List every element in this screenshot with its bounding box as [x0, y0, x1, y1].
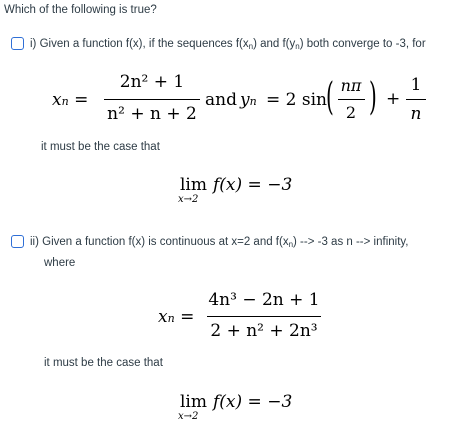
option-i-sin-numerator: nπ: [340, 76, 362, 95]
option-ii-limit-expression: f(x) = −3: [213, 392, 293, 412]
option-i-left-paren: (: [326, 73, 334, 119]
option-ii-xn-label: xn =: [158, 307, 195, 327]
option-ii-lim: lim: [180, 392, 207, 412]
option-ii-intro: Given a function f(x) is continuous at x=2 and $f(x_n)$ --> -3 as n --> infinity,: [42, 236, 409, 249]
option-i-right-paren: ): [369, 73, 377, 119]
option-i-frac2-bar: [406, 99, 426, 100]
option-i-frac2-numerator: 1: [410, 75, 422, 95]
option-i-frac2-denominator: n: [410, 104, 422, 124]
option-i-and: and: [205, 90, 237, 110]
option-ii-conclusion: it must be the case that: [44, 357, 163, 369]
option-i-conclusion: it must be the case that: [41, 141, 160, 153]
option-i-intro: Given a function f(x), if the sequences $f(x_n)$ and $f(y_n)$ both converge to -3, for: [39, 38, 426, 51]
option-i-xn-label: xn =: [52, 90, 89, 110]
option-i-sin-fraction-bar: [338, 99, 365, 100]
option-i-xn-fraction-bar: [104, 99, 200, 100]
option-i-xn-numerator: 2n² + 1: [119, 72, 185, 92]
option-ii-xn-fraction-bar: [207, 316, 321, 317]
option-i-xn-denominator: n² + n + 2: [107, 104, 197, 124]
option-i-checkbox[interactable]: [11, 37, 24, 50]
option-i-lim: lim: [180, 175, 207, 195]
option-ii-checkbox[interactable]: [11, 235, 24, 248]
option-i-lim-under: x→2: [178, 194, 199, 205]
option-i-yn-equals-2sin: = 2 sin: [266, 90, 327, 110]
option-i-text: [30, 38, 426, 51]
option-ii-text: [30, 236, 409, 249]
option-ii-lim-under: x→2: [178, 411, 199, 422]
option-i-limit-expression: f(x) = −3: [213, 175, 293, 195]
option-i-sin-denominator: 2: [345, 103, 357, 122]
option-ii-where: where: [44, 257, 76, 269]
option-i-yn-label: yn: [240, 90, 257, 110]
option-i-plus: +: [386, 89, 401, 109]
option-ii-number: ii): [30, 236, 39, 248]
option-ii-xn-denominator: 2 + n² + 2n³: [210, 321, 318, 341]
question-prompt: Which of the following is true?: [4, 4, 157, 16]
option-ii-xn-numerator: 4n³ − 2n + 1: [208, 290, 320, 310]
option-i-number: i): [30, 38, 37, 50]
